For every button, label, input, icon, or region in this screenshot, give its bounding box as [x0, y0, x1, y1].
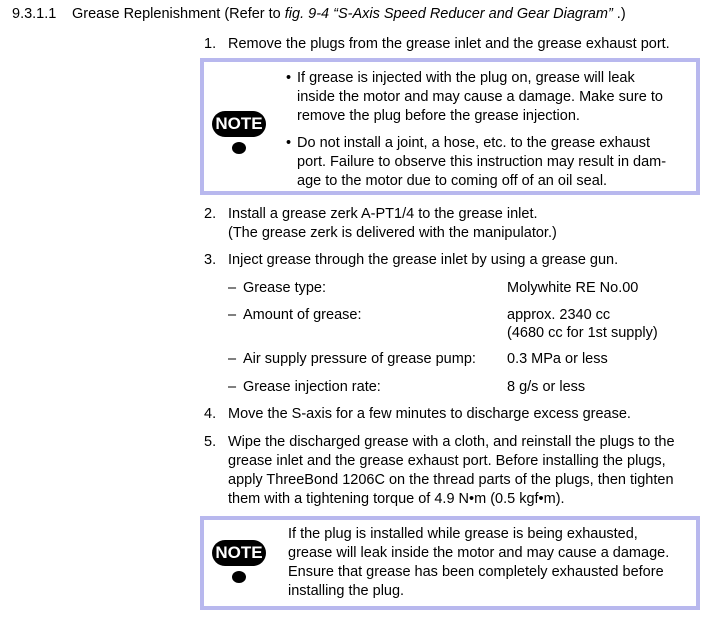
step-text: Remove the plugs from the grease inlet and the grease exhaust port. [228, 36, 670, 52]
note-bullet: • [286, 135, 292, 151]
spec-dash: – [228, 280, 237, 296]
note-icon [212, 540, 262, 594]
note-badge: NOTE [212, 111, 266, 137]
note-text: grease will leak inside the motor and may cause a damage. [288, 545, 670, 561]
step-text: Install a grease zerk A-PT1/4 to the grease inlet. [228, 206, 538, 222]
spec-dash: – [228, 307, 237, 323]
step-number: 5. [204, 434, 217, 450]
step-number: 2. [204, 206, 217, 222]
step-number: 1. [204, 36, 217, 52]
note-text: Ensure that grease has been completely exhausted before [288, 564, 664, 580]
section-title-suffix: .) [612, 6, 626, 22]
spec-value: approx. 2340 cc [507, 307, 611, 323]
step-text: them with a tightening torque of 4.9 N•m (0.5 kgf•m). [228, 491, 565, 507]
step-text: Move the S-axis for a few minutes to discharge excess grease. [228, 406, 631, 422]
spec-label: Grease type: [243, 280, 327, 296]
step-text: Inject grease through the grease inlet by using a grease gun. [228, 252, 619, 268]
section-title-prefix: Grease Replenishment (Refer to [72, 6, 285, 22]
note-bullet: • [286, 70, 292, 86]
step-number: 3. [204, 252, 217, 268]
figure-reference-link[interactable]: fig. 9-4 “S-Axis Speed Reducer and Gear Diagram” [284, 6, 613, 22]
spec-value: 0.3 MPa or less [507, 351, 608, 367]
section-number: 9.3.1.1 [12, 6, 57, 22]
spec-dash: – [228, 379, 237, 395]
spec-value: 8 g/s or less [507, 379, 586, 395]
section-title [72, 5, 626, 24]
step-text: apply ThreeBond 1206C on the thread parts of the plugs, then tighten [228, 472, 674, 488]
note-text: If the plug is installed while grease is being exhausted, [288, 526, 638, 542]
note-dot [232, 571, 246, 583]
step-text: grease inlet and the grease exhaust port. Before installing the plugs, [228, 453, 666, 469]
step-text: (The grease zerk is delivered with the manipulator.) [228, 225, 557, 241]
spec-dash: – [228, 351, 237, 367]
note-text: remove the plug before the grease injection. [297, 108, 580, 124]
step-number: 4. [204, 406, 217, 422]
note-text: inside the motor and may cause a damage. Make sure to [297, 89, 663, 105]
note-box [200, 58, 700, 195]
note-text: If grease is injected with the plug on, grease will leak [297, 70, 635, 86]
note-text: age to the motor due to coming off of an oil seal. [297, 173, 608, 189]
note-text: installing the plug. [288, 583, 405, 599]
note-badge: NOTE [212, 540, 266, 566]
spec-label: Air supply pressure of grease pump: [243, 351, 476, 367]
note-icon [212, 111, 262, 165]
note-text: port. Failure to observe this instruction may result in dam- [297, 154, 667, 170]
spec-label: Grease injection rate: [243, 379, 381, 395]
spec-label: Amount of grease: [243, 307, 362, 323]
spec-value: Molywhite RE No.00 [507, 280, 639, 296]
spec-value: (4680 cc for 1st supply) [507, 325, 658, 341]
step-text: Wipe the discharged grease with a cloth, and reinstall the plugs to the [228, 434, 675, 450]
note-box [200, 516, 700, 610]
note-text: Do not install a joint, a hose, etc. to the grease exhaust [297, 135, 651, 151]
note-dot [232, 142, 246, 154]
